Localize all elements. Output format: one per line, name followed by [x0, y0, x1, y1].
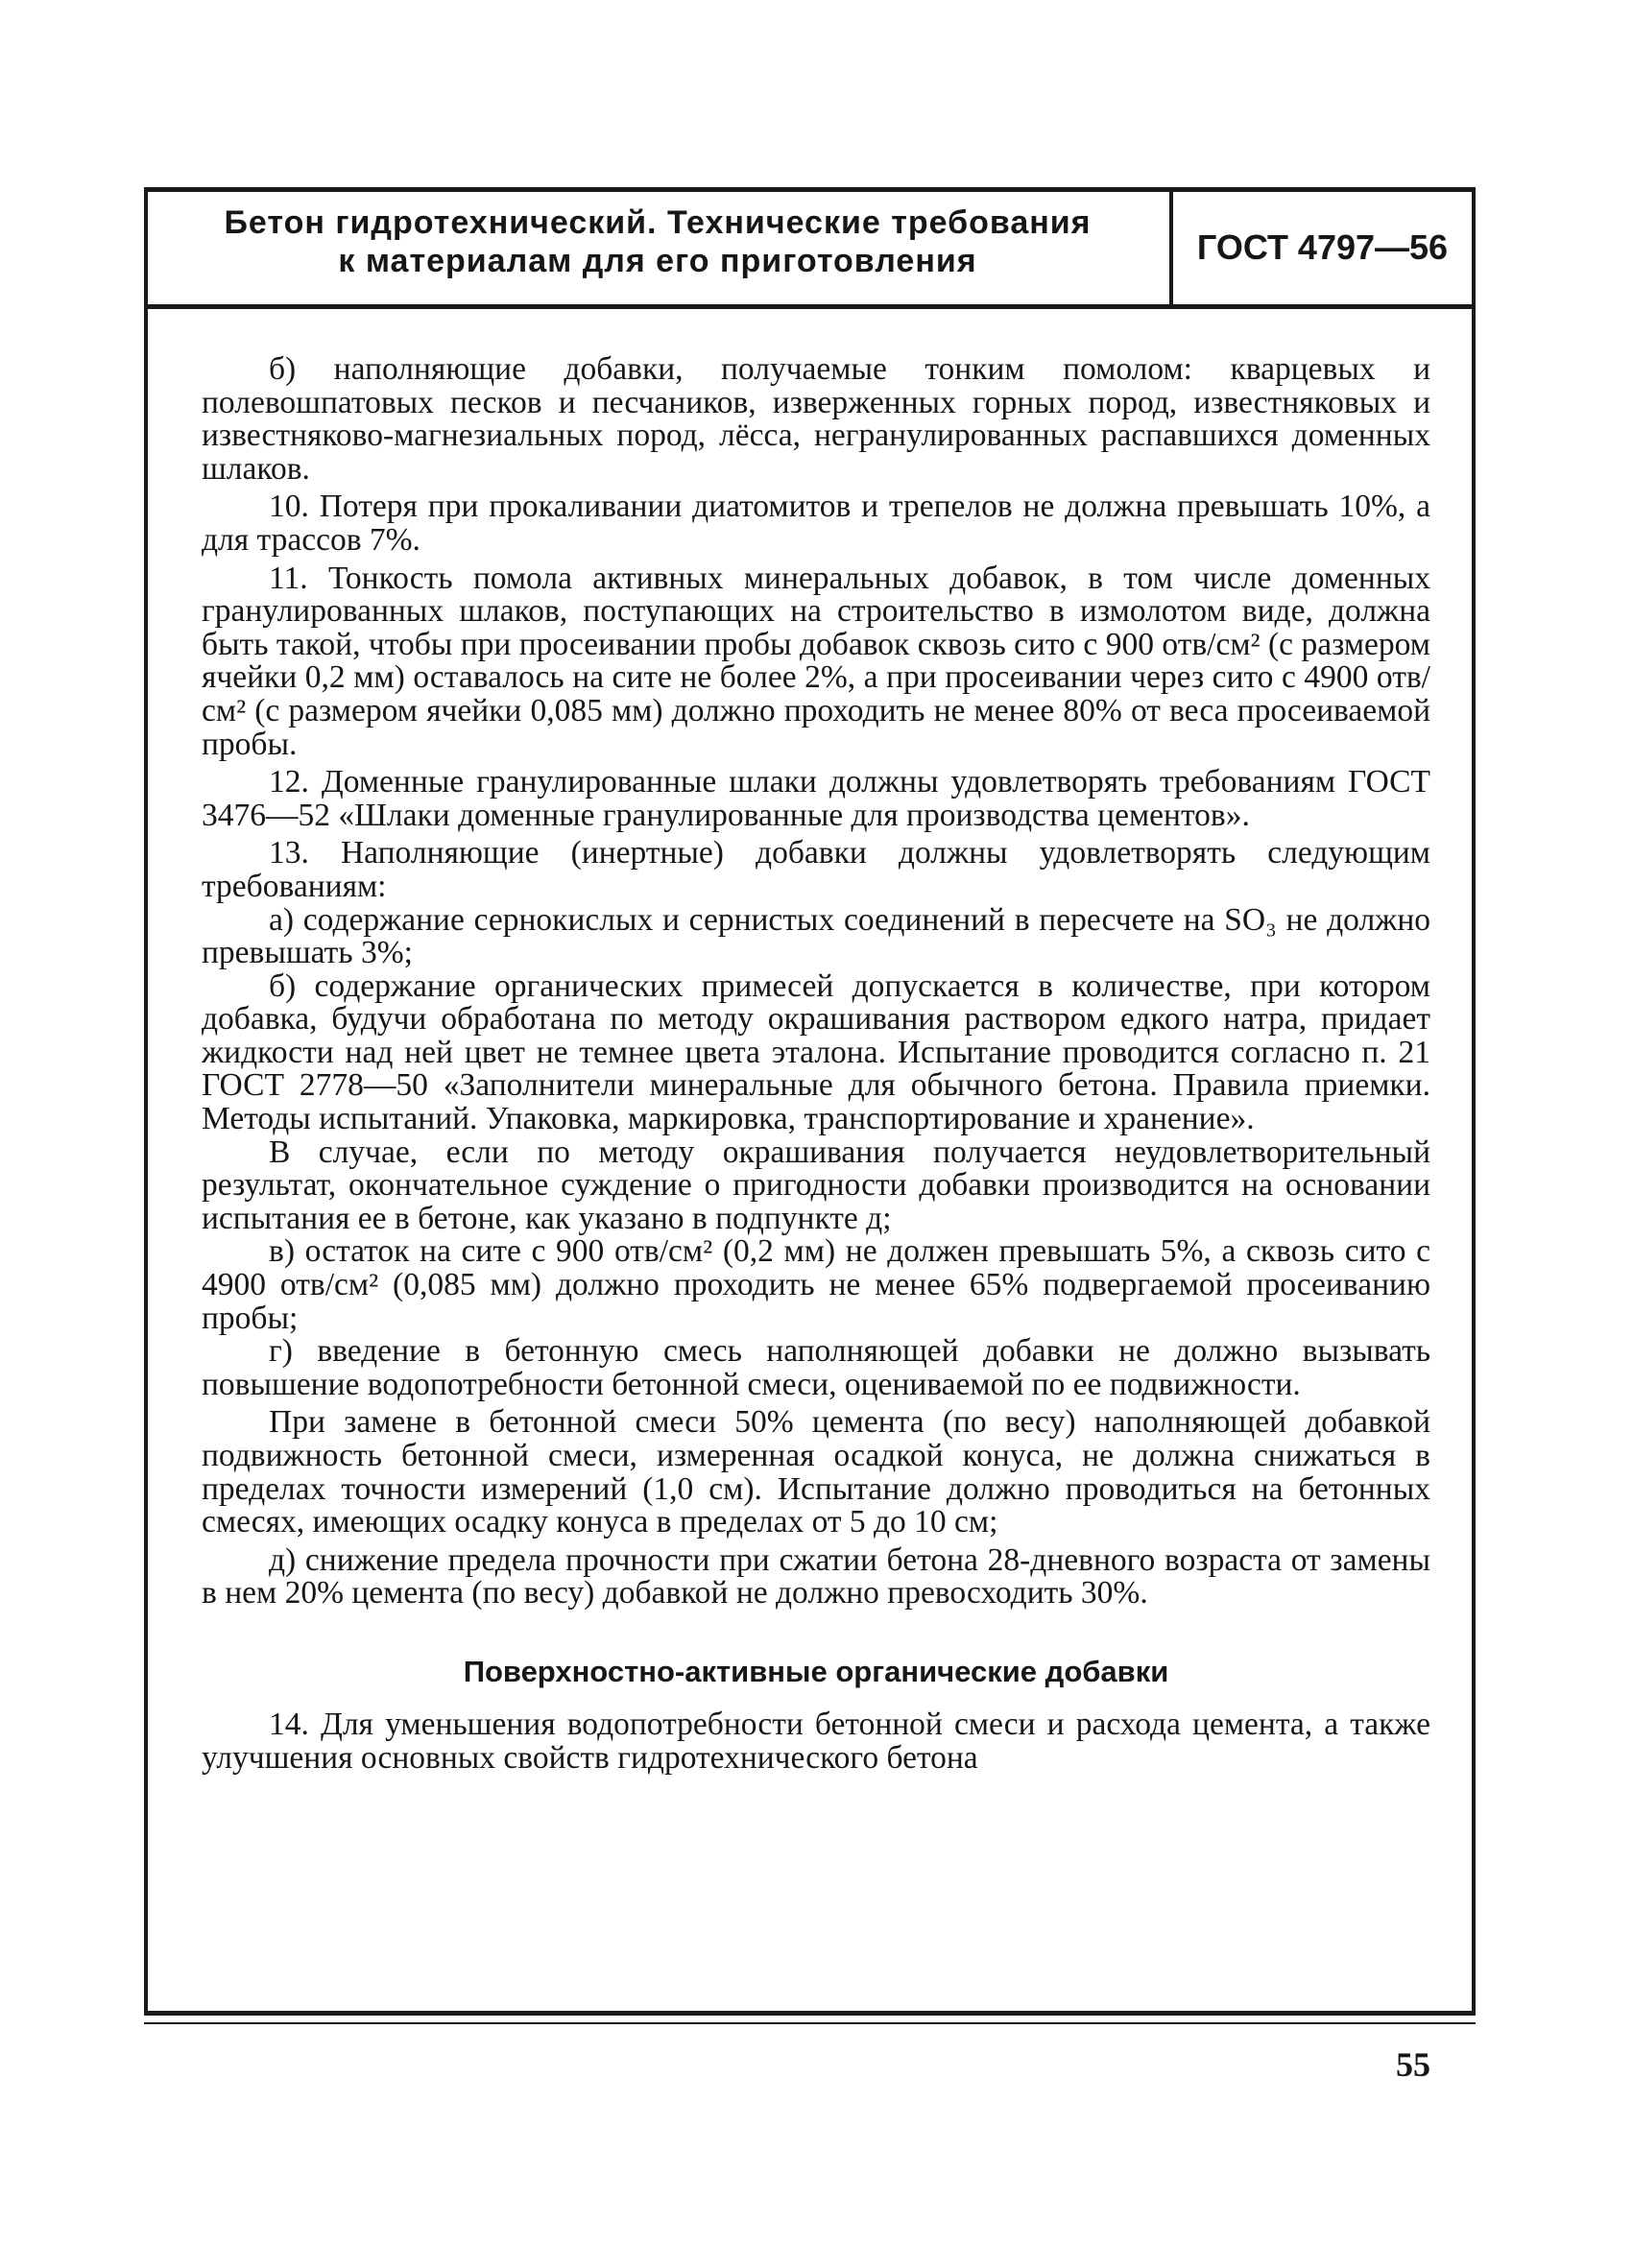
paragraph-13v: в) остаток на сите с 900 отв/см² (0,2 мм) не должен превышать 5%, а сквозь сито с 4900 отв/см² (0,085 мм) должно проходить не менее 65% подвергаемой просеиванию пробы; [202, 1233, 1430, 1336]
paragraph-13b: б) содержание органических примесей допускается в количестве, при котором добавка, будучи обработана по методу окрашивания раствором едкого натра, придает жидкости над ней цвет не темнее цвета эталона. Испытание проводится согласно п. 21 ГОСТ 2778—50 «Заполнители минеральные для обычного бетона. Правила приемки. Методы испытаний. Упаковка, маркировка, транспортирование и хранение». [202, 967, 1430, 1137]
running-head-title-line-2: к материалам для его приготовления [338, 243, 977, 279]
main-text [202, 353, 1430, 1775]
paragraph-13a: а) содержание сернокислых и сернистых соединений в пересчете на SO₃ не должно превышать 3%; [202, 901, 1430, 971]
paragraph-9b: б) наполняющие добавки, получаемые тонким помолом: кварцевых и полевошпатовых песков и песчаников, изверженных горных пород, известняковых и известняково-магнезиальных пород, лёсса, негранулированных распавшихся доменных шлаков. [202, 351, 1430, 487]
paragraph-13g-note: При замене в бетонной смеси 50% цемента (по весу) наполняющей добавкой подвижность бетонной смеси, измеренная осадкой конуса, не должна снижаться в пределах точности измерений (1,0 см). Испытание должно проводиться на бетонных смесях, имеющих осадку конуса в пределах от 5 до 10 см; [202, 1404, 1430, 1540]
running-head-title [150, 203, 1165, 280]
paragraph-13g: г) введение в бетонную смесь наполняющей добавки не должно вызывать повышение водопотребности бетонной смеси, оцениваемой по ее подвижности. [202, 1333, 1430, 1402]
running-head-title-line-1: Бетон гидротехнический. Технические требования [224, 204, 1092, 241]
document-code: ГОСТ 4797—56 [1196, 227, 1449, 267]
header-top-rule [144, 187, 1476, 192]
paragraph-14: 14. Для уменьшения водопотребности бетонной смеси и расхода цемента, а также улучшения основных свойств гидротехнического бетона [202, 1706, 1430, 1776]
paragraph-11: 11. Тонкость помола активных минеральных добавок, в том числе доменных гранулированных шлаков, поступающих на строительство в измолотом виде, должна быть такой, чтобы при просеивании пробы добавок сквозь сито с 900 отв/см² (с размером ячейки 0,2 мм) оставалось на сите не более 2%, а при просеивании через сито с 4900 отв/см² (с размером ячейки 0,085 мм) должно проходить не менее 80% от веса просеиваемой пробы. [202, 560, 1430, 762]
footer-rule-thick [144, 2011, 1476, 2016]
paragraph-13b-note: В случае, если по методу окрашивания получается неудовлетворительный результат, окончательное суждение о пригодности добавки производится на основании испытания ее в бетоне, как указано в подпункте д; [202, 1134, 1430, 1236]
footer-rule-thin [144, 2022, 1476, 2024]
paragraph-13d: д) снижение предела прочности при сжатии бетона 28-дневного возраста от замены в нем 20% цемента (по весу) добавкой не должно превосходить 30%. [202, 1541, 1430, 1611]
header-bottom-rule [144, 304, 1476, 309]
page-number: 55 [1396, 2045, 1430, 2084]
paragraph-10: 10. Потеря при прокаливании диатомитов и трепелов не должна превышать 10%, а для трассов 7%. [202, 489, 1430, 558]
paragraph-12: 12. Доменные гранулированные шлаки должны удовлетворять требованиям ГОСТ 3476—52 «Шлаки доменные гранулированные для производства цементов». [202, 764, 1430, 833]
paragraph-13: 13. Наполняющие (инертные) добавки должны удовлетворять следующим требованиям: [202, 835, 1430, 904]
section-heading: Поверхностно-активные органические добавки [463, 1654, 1169, 1688]
